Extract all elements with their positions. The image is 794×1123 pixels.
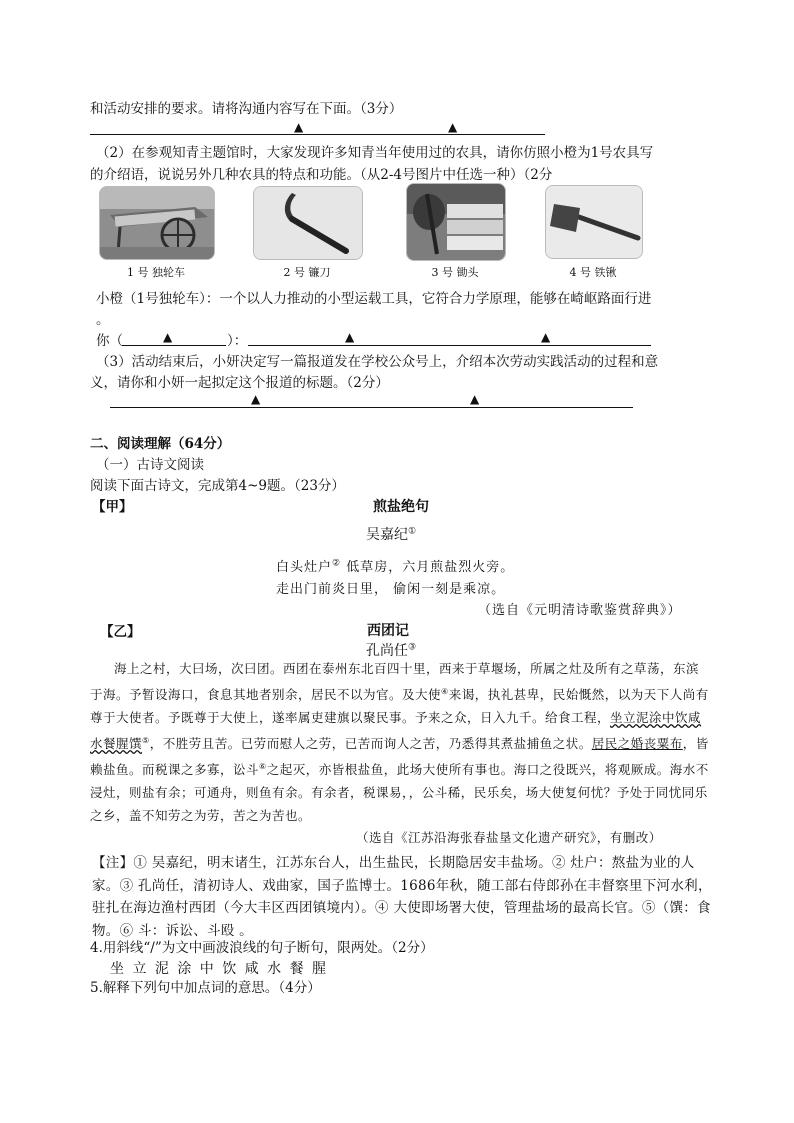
wheelbarrow-image [99,186,215,260]
poem-source: （选自《元明清诗歌鉴赏辞典》） [478,603,682,618]
tool-caption-1: 1 号 独轮车 [127,266,185,279]
your-answer-label: 你（ [96,333,123,349]
poem-line-1: 白头灶户② 低草房，六月煎盐烈火旁。 [276,558,515,575]
poem-author: 吴嘉纪① [366,526,417,543]
prose-title: 西团记 [367,623,409,639]
blank-marker: ▲ [163,330,173,344]
text-label-jia: 【甲】 [92,499,133,515]
text-label-yi: 【乙】 [100,624,141,640]
question-4-sentence: 坐 立 泥 涂 中 饮 咸 水 餐 腥 [110,961,329,977]
subsection-title: （一）古诗文阅读 [96,457,204,473]
your-answer-colon: ）： [227,333,248,349]
hoe-image [406,183,506,261]
question-2-line-1: （2）在参观知青主题馆时，大家发现许多知青当年使用过的农具，请你仿照小橙为1号农具写 [96,145,654,161]
question-3-line-2: 义，请你和小妍一起拟定这个报道的标题。（2分） [90,375,389,391]
tool-description-blank[interactable] [248,345,651,346]
tool-caption-4: 4 号 铁锹 [569,266,617,279]
underlined-phrase: 居民之婚丧粟布 [591,736,683,752]
question-2-line-2: 的介绍语，说说另外几种农具的特点和功能。（从2-4号图片中任选一种）（2分 [90,167,553,183]
question-4: 4.用斜线“/”为文中画波浪线的句子断句，限两处。（2分） [90,940,434,956]
question-3-line-1: （3）活动结束后，小妍决定写一篇报道发在学校公众号上，介绍本次劳动实践活动的过程和意 [96,354,659,370]
answer-line-1 [90,134,545,135]
reading-instruction: 阅读下面古诗文，完成第4~9题。（23分） [90,478,345,494]
prose-source: （选自《江苏沿海张春盐垦文化遗产研究》，有删改） [356,830,662,845]
blank-marker: ▲ [294,120,304,134]
blank-marker: ▲ [448,120,458,134]
example-intro-line: 小橙（1号独轮车）：一个以人力推动的小型运载工具，它符合力学原理，能够在崎岖路面行进 [96,291,652,307]
poem-line-2: 走出门前炎日里， 偷闲一刻是乘凉。 [276,582,506,597]
tool-number-blank[interactable] [122,345,226,346]
sickle-image [253,186,363,260]
section-title: 二、阅读理解（64分） [90,436,231,452]
question-5: 5.解释下列句中加点词的意思。（4分） [90,980,321,996]
prose-author: 孔尚任③ [366,642,417,659]
annotation-notes: 【注】① 吴嘉纪，明末诸生，江苏东台人，出生盐民，长期隐居安丰盐场。② 灶户：熬盐为业的人家。③ 孔尚任，清初诗人、戏曲家，国子监博士。1686年秋，随工部右侍郎孙在丰督察里下河水利，驻扎在海边渔村西团（今大丰区西团镇境内）。④ 大使即场署大使，管理盐场的最高长官。⑤（馔：食物。⑥ 斗：诉讼、斗殴 。 [92,855,712,939]
tool-caption-3: 3 号 锄头 [431,266,479,279]
blank-marker: ▲ [541,330,551,344]
question-intro-tail: 和活动安排的要求。请将沟通内容写在下面。（3分） [90,101,403,117]
shovel-image [545,185,643,259]
prose-body: 海上之村，大曰场，次曰团。西团在泰州东北百四十里，西来于草堰场，所属之灶及所有之草荡，东滨于海。予暂设海口，食息其地者别余，居民不以为官。及大使④来谒，执礼甚卑，民始慨然，以为天下人尚有尊于大使者。予既尊于大使上，遂率属吏建旗以聚民事。予来之众，日入九千。给食工程，坐立泥涂中饮咸水餐腥馔⑤，不胜劳且苦。已劳而慰人之劳，已苦而询人之苦，乃悉得其煮盐捕鱼之状。居民之婚丧粟布，皆赖盐鱼。而税课之多寡，讼斗⑥之起灭，亦皆根盐鱼，此场大使所有事也。海口之役既兴，将观厥成。海水不浸灶，则盐有余；可通舟，则鱼有余。有余者，税课易，，公斗稀，民乐矣，场大使复何忧？予处于同忧同乐之乡，盖不知劳之为劳，苦之为苦也。 [90,661,709,824]
tool-caption-2: 2 号 镰刀 [283,266,331,279]
headline-answer-line[interactable] [110,407,633,408]
blank-marker: ▲ [470,392,480,406]
wavy-underlined-sentence: 坐立泥涂中饮咸水餐腥馔 [90,710,702,752]
poem-title: 煎盐绝句 [373,499,429,515]
blank-marker: ▲ [251,392,261,406]
blank-marker: ▲ [345,330,355,344]
example-intro-end: 。 [96,312,110,328]
